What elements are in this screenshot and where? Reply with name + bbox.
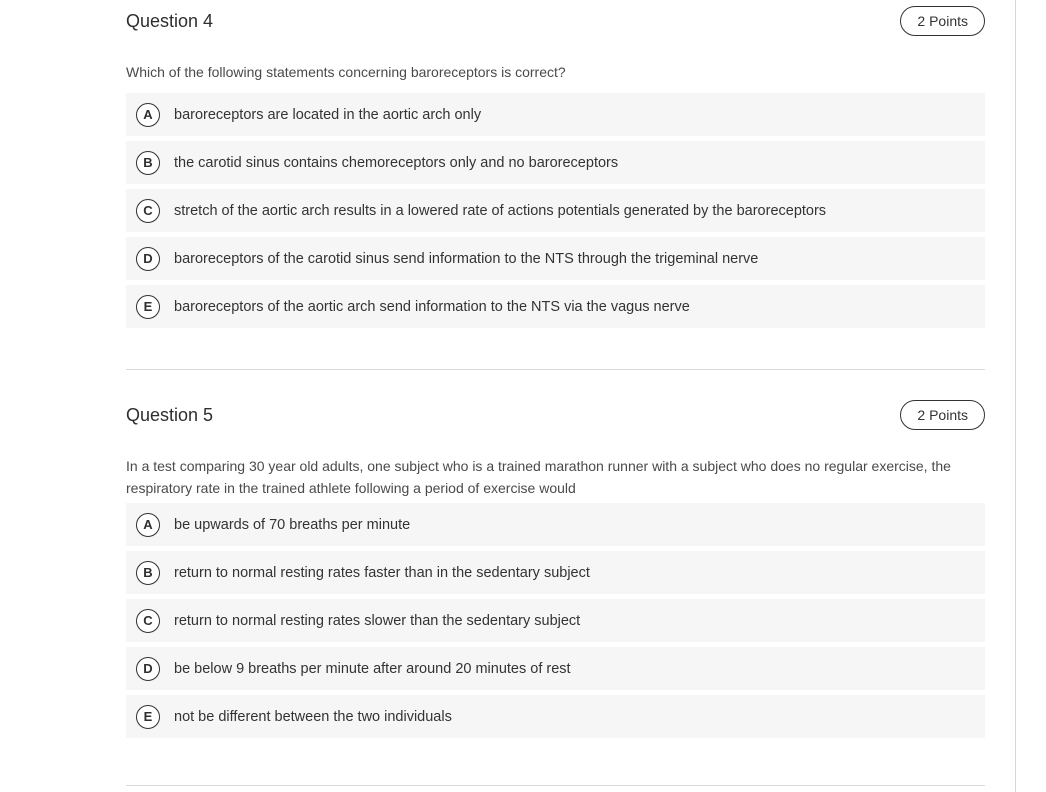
points-badge: 2 Points (900, 6, 985, 36)
question-header (126, 400, 985, 430)
question-divider (126, 785, 985, 786)
option-text: not be different between the two individuals (174, 708, 452, 725)
option-letter-badge: E (136, 705, 160, 729)
option-e[interactable] (126, 695, 985, 738)
option-letter-badge: A (136, 103, 160, 127)
question-title: Question 4 (126, 11, 214, 31)
option-c[interactable] (126, 189, 985, 232)
question-4 (126, 6, 985, 328)
option-letter-badge: E (136, 295, 160, 319)
option-b[interactable] (126, 551, 985, 594)
question-prompt: Which of the following statements concerning baroreceptors is correct? (126, 64, 566, 80)
answer-options (126, 503, 985, 738)
question-5 (126, 400, 985, 738)
question-header (126, 6, 985, 36)
option-letter-badge: C (136, 199, 160, 223)
option-text: return to normal resting rates faster than in the sedentary subject (174, 564, 590, 581)
option-letter-badge: D (136, 247, 160, 271)
option-a[interactable] (126, 93, 985, 136)
option-text: stretch of the aortic arch results in a lowered rate of actions potentials generated by the baroreceptors (174, 202, 827, 219)
option-d[interactable] (126, 237, 985, 280)
option-text: be below 9 breaths per minute after around 20 minutes of rest (174, 660, 571, 677)
option-text: baroreceptors are located in the aortic arch only (174, 106, 482, 123)
content-edge-rule (1015, 0, 1016, 792)
option-text: baroreceptors of the carotid sinus send information to the NTS through the trigeminal nerve (174, 250, 759, 267)
option-letter-badge: B (136, 151, 160, 175)
option-c[interactable] (126, 599, 985, 642)
option-text: the carotid sinus contains chemoreceptors only and no baroreceptors (174, 154, 619, 171)
option-letter-badge: C (136, 609, 160, 633)
question-divider (126, 369, 985, 370)
option-b[interactable] (126, 141, 985, 184)
option-text: return to normal resting rates slower than the sedentary subject (174, 612, 581, 629)
question-title: Question 5 (126, 405, 214, 425)
option-text: baroreceptors of the aortic arch send information to the NTS via the vagus nerve (174, 298, 690, 315)
option-letter-badge: D (136, 657, 160, 681)
option-letter-badge: A (136, 513, 160, 537)
option-a[interactable] (126, 503, 985, 546)
option-d[interactable] (126, 647, 985, 690)
option-letter-badge: B (136, 561, 160, 585)
answer-options (126, 93, 985, 328)
option-e[interactable] (126, 285, 985, 328)
option-text: be upwards of 70 breaths per minute (174, 516, 411, 533)
points-badge: 2 Points (900, 400, 985, 430)
question-prompt: In a test comparing 30 year old adults, one subject who is a trained marathon runner with a subject who does no regular exercise, the respiratory rate in the trained athlete following a period of exercise would (126, 458, 951, 496)
